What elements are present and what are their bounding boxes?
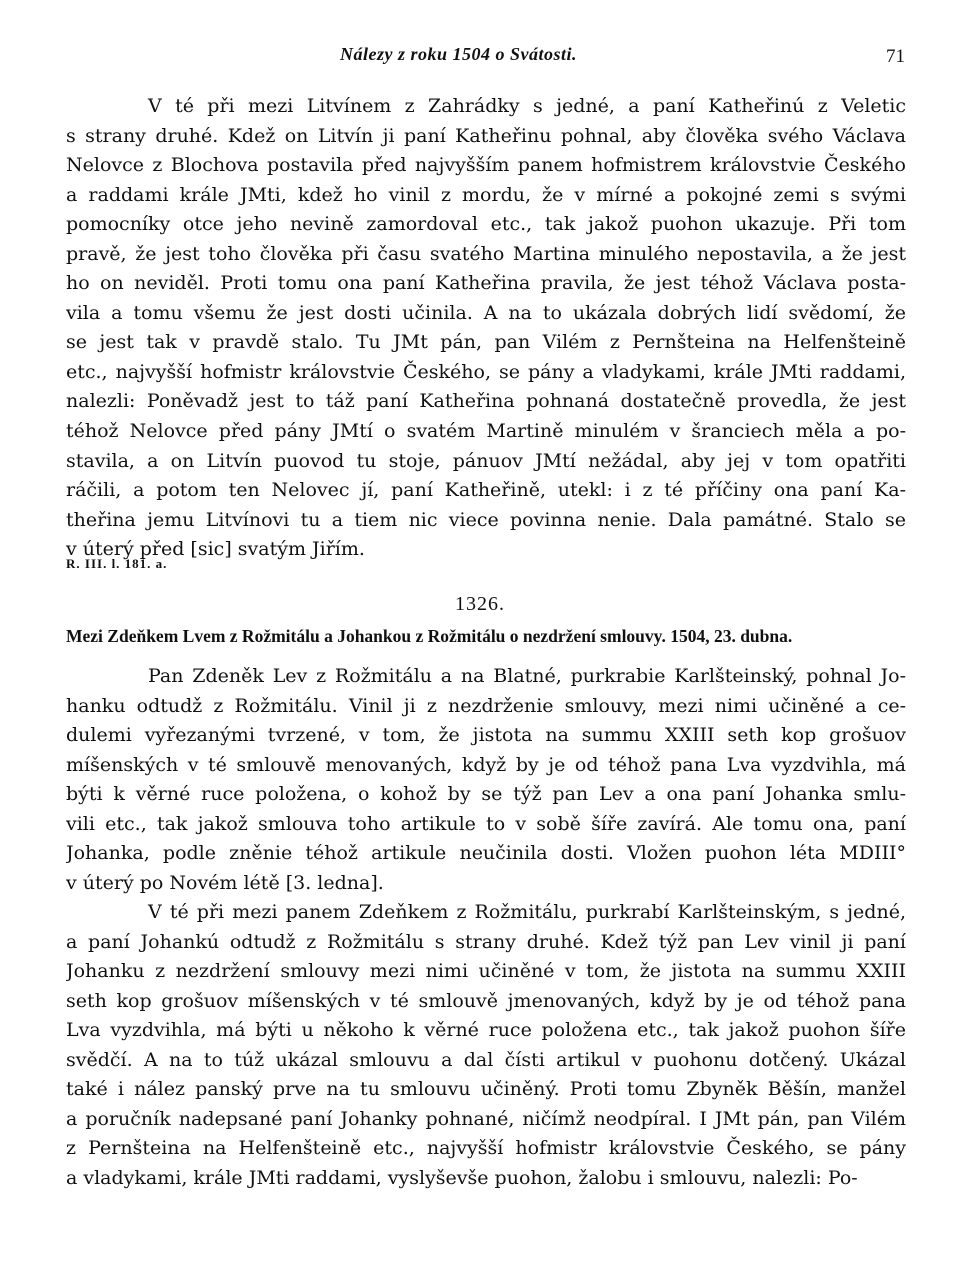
running-head-title: Nálezy z roku 1504 o Svátosti.: [340, 44, 578, 64]
text-line: v úterý před [sic] svatým Jiřím.: [66, 538, 365, 561]
paragraph-judgment: [66, 898, 906, 1193]
text-line: a paní Johankú odtudž z Rožmitálu s strany druhé. Kdež týž pan Lev vinil ji paní: [66, 930, 906, 953]
text-line: pomocníky otce jeho nevině zamordoval etc., tak jakož puohon ukazuje. Při tom: [66, 213, 906, 236]
text-line: ho on neviděl. Proti tomu ona paní Katheřina pravila, že jest téhož Václava posta-: [66, 272, 906, 295]
page-number: 71: [886, 46, 905, 67]
text-line: nalezli: Poněvadž jest to táž paní Katheřina pohnaná dostatečně provedla, že jest: [66, 390, 906, 413]
text-line: také i nález panský prve na tu smlouvu učiněný. Proti tomu Zbyněk Běšín, manžel: [66, 1078, 906, 1101]
text-line: a poručník nadepsané paní Johanky pohnané, ničímž neodpíral. I JMt pán, pan Vilém: [66, 1107, 906, 1130]
paragraph-litvin-kathering: [66, 92, 906, 565]
archive-citation: R. III. l. 181. a.: [66, 556, 168, 571]
text-line: Pan Zdeněk Lev z Rožmitálu a na Blatné, purkrabie Karlšteinský, pohnal Jo-: [148, 665, 906, 687]
text-line: téhož Nelovce před pány JMtí o svatém Martině minulém v šranciech měla a po-: [66, 420, 906, 443]
text-line: s strany druhé. Kdež on Litvín ji paní Katheřinu pohnal, aby člověka svého Václava: [66, 124, 906, 147]
text-line: hanku odtudž z Rožmitálu. Vinil ji z nezdrženie smlouvy, mezi nimi učiněné a ce-: [66, 694, 906, 717]
text-line: theřina jemu Litvínovi tu a tiem nic viece povinna nenie. Dala památné. Stalo se: [66, 508, 906, 531]
text-line: dulemi vyřezanými tvrzené, v tom, že jistota na summu XXIII seth kop grošuov: [66, 724, 906, 747]
text-line: v úterý po Novém létě [3. ledna].: [66, 871, 384, 894]
text-line: a vladykami, krále JMti raddami, vyslyševše puohon, žalobu i smlouvu, nalezli: Po-: [66, 1166, 858, 1189]
text-line: ráčili, a potom ten Nelovec jí, paní Katheřině, utekl: i z té příčiny ona paní Ka-: [66, 479, 906, 502]
text-line: V té při mezi Litvínem z Zahrádky s jedné, a paní Katheřinú z Veletic: [148, 95, 906, 117]
text-line: seth kop grošuov míšenských v té smlouvě jmenovaných, když by je od téhož pana: [66, 989, 906, 1012]
text-line: se jest tak v pravdě stalo. Tu JMt pán, pan Vilém z Pernšteina na Helfenšteině: [66, 331, 906, 354]
text-line: míšenských v té smlouvě menovaných, když by je od téhož pana Lva vyzdvihla, má: [66, 753, 906, 776]
text-line: Lva vyzdvihla, má býti u někoho k věrné ruce položena etc., tak jakož puohon šíře: [66, 1019, 906, 1042]
text-line: z Pernšteina na Helfenšteině etc., najvyšší hofmistr královstvie Českého, se pány: [66, 1137, 906, 1160]
text-line: vili etc., tak jakož smlouva toho artikule to v sobě šíře zavírá. Ale tomu ona, paní: [66, 812, 906, 835]
text-line: stavila, a on Litvín puovod tu stoje, pánuov JMtí nežádal, aby jej v tom opatřiti: [66, 449, 906, 472]
text-line: etc., najvyšší hofmistr královstvie Českého, se pány a vladykami, krále JMti raddami,: [66, 360, 906, 383]
text-line: Johanka, podle zněnie téhož artikule neučinila dosti. Vložen puohon léta MDIII°: [66, 842, 906, 865]
text-line: a raddami krále JMti, kdež ho vinil z mordu, že v mírné a pokojné zemi s svými: [66, 183, 906, 206]
text-line: Nelovce z Blochova postavila před najvyšším panem hofmistrem královstvie Českého: [66, 154, 906, 177]
entry-number: 1326.: [455, 593, 505, 615]
text-line: vila a tomu všemu že jest dosti učinila. A na to ukázala dobrých lidí svědomí, že: [66, 301, 906, 324]
text-line: býti k věrné ruce položena, o kohož by se týž pan Lev a ona paní Johanka smlu-: [66, 783, 906, 806]
paragraph-summons: [66, 662, 906, 898]
text-line: V té při mezi panem Zdeňkem z Rožmitálu, purkrabí Karlšteinským, s jedné,: [148, 901, 906, 923]
text-line: pravě, že jest toho člověka při času svatého Martina minulého nepostavila, a že jest: [66, 242, 906, 265]
entry-heading: Mezi Zdeňkem Lvem z Rožmitálu a Johankou z Rožmitálu o nezdržení smlouvy. 1504, 23. dubna.: [66, 626, 793, 646]
text-line: Johanku z nezdržení smlouvy mezi nimi učiněné v tom, že jistota na summu XXIII: [66, 960, 906, 983]
text-line: svědčí. A na to túž ukázal smlouvu a dal čísti artikul v puohonu dotčený. Ukázal: [66, 1048, 906, 1071]
